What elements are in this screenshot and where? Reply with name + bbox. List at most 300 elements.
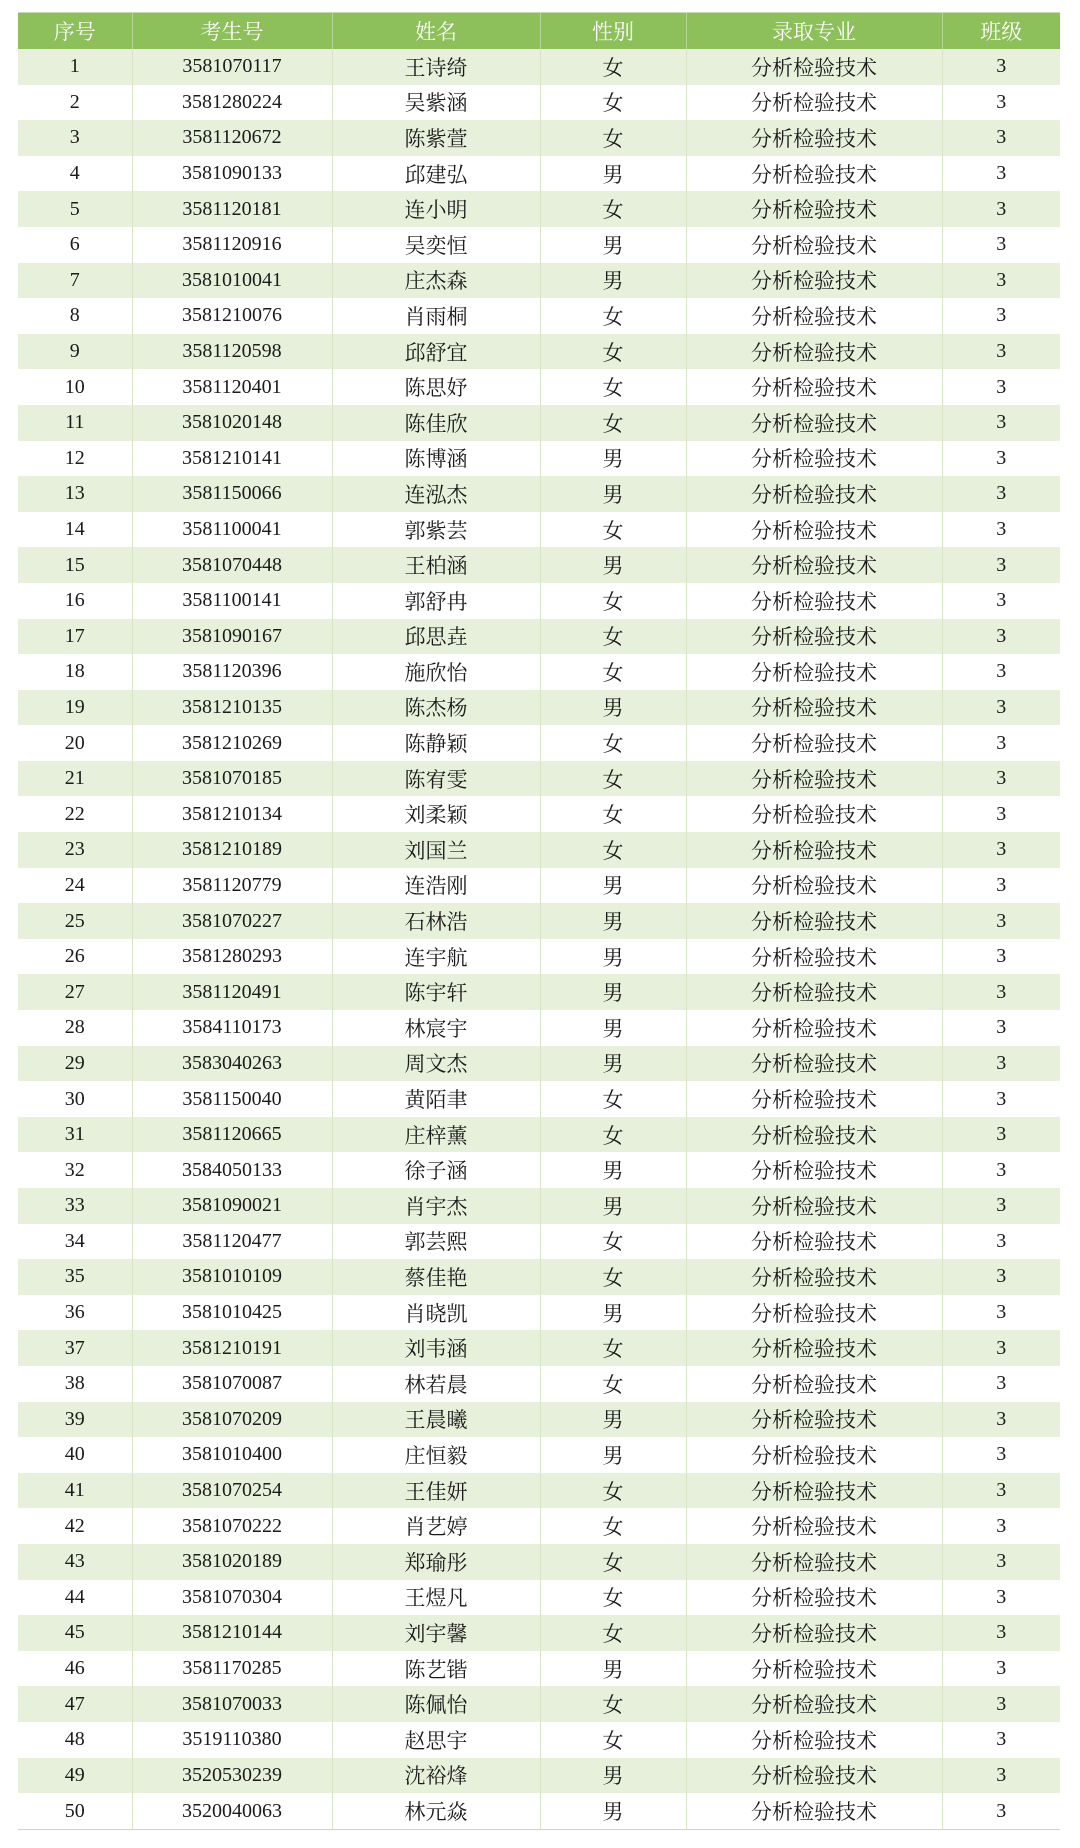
table-row xyxy=(18,1152,1060,1188)
cell-name: 郭舒冉 xyxy=(332,583,540,619)
cell-sequence-number: 10 xyxy=(18,369,132,405)
cell-major: 分析检验技术 xyxy=(686,441,942,477)
cell-sequence-number: 7 xyxy=(18,263,132,299)
cell-class: 3 xyxy=(996,1158,1007,1181)
admission-list-table xyxy=(18,13,1060,1829)
cell-name: 吴紫涵 xyxy=(332,85,540,121)
cell-name: 肖艺婷 xyxy=(332,1508,540,1544)
table-row xyxy=(18,903,1060,939)
cell-sequence-number: 31 xyxy=(18,1117,132,1153)
cell-gender: 女 xyxy=(540,1117,686,1153)
cell-gender: 女 xyxy=(540,1473,686,1509)
cell-gender: 女 xyxy=(540,1544,686,1580)
cell-gender: 男 xyxy=(540,1046,686,1082)
cell-major: 分析检验技术 xyxy=(686,191,942,227)
cell-class: 3 xyxy=(996,1407,1007,1430)
cell-gender: 女 xyxy=(540,49,686,85)
cell-candidate-id: 3581210076 xyxy=(132,298,332,334)
cell-sequence-number: 23 xyxy=(18,832,132,868)
cell-name: 沈裕烽 xyxy=(332,1758,540,1794)
cell-major: 分析检验技术 xyxy=(686,1188,942,1224)
cell-name: 王柏涵 xyxy=(332,547,540,583)
table-row xyxy=(18,1544,1060,1580)
cell-candidate-id: 3581120665 xyxy=(132,1117,332,1153)
cell-sequence-number: 49 xyxy=(18,1758,132,1794)
cell-candidate-id: 3581210135 xyxy=(132,690,332,726)
table-row xyxy=(18,85,1060,121)
cell-sequence-number: 35 xyxy=(18,1259,132,1295)
cell-class: 3 xyxy=(996,233,1007,256)
table-row xyxy=(18,120,1060,156)
cell-sequence-number: 42 xyxy=(18,1508,132,1544)
admission-list-table-container xyxy=(18,12,1060,1830)
cell-major: 分析检验技术 xyxy=(686,1437,942,1473)
cell-sequence-number: 13 xyxy=(18,476,132,512)
cell-candidate-id: 3584050133 xyxy=(132,1152,332,1188)
cell-candidate-id: 3581150066 xyxy=(132,476,332,512)
cell-gender: 女 xyxy=(540,369,686,405)
table-header xyxy=(18,13,1060,49)
cell-gender: 女 xyxy=(540,1722,686,1758)
cell-sequence-number: 45 xyxy=(18,1615,132,1651)
cell-major: 分析检验技术 xyxy=(686,1259,942,1295)
cell-sequence-number: 2 xyxy=(18,85,132,121)
cell-sequence-number: 38 xyxy=(18,1366,132,1402)
cell-sequence-number: 22 xyxy=(18,796,132,832)
cell-class: 3 xyxy=(996,90,1007,113)
cell-class: 3 xyxy=(996,802,1007,825)
table-row xyxy=(18,1615,1060,1651)
table-row xyxy=(18,1010,1060,1046)
cell-candidate-id: 3581070087 xyxy=(132,1366,332,1402)
table-row xyxy=(18,868,1060,904)
cell-sequence-number: 17 xyxy=(18,619,132,655)
header-candidate-id: 考生号 xyxy=(132,13,332,49)
cell-class: 3 xyxy=(996,1621,1007,1644)
table-row xyxy=(18,974,1060,1010)
cell-major: 分析检验技术 xyxy=(686,1081,942,1117)
cell-major: 分析检验技术 xyxy=(686,1224,942,1260)
cell-candidate-id: 3581010425 xyxy=(132,1295,332,1331)
cell-class: 3 xyxy=(996,1585,1007,1608)
table-row xyxy=(18,1437,1060,1473)
cell-sequence-number: 18 xyxy=(18,654,132,690)
cell-gender: 女 xyxy=(540,832,686,868)
cell-sequence-number: 11 xyxy=(18,405,132,441)
table-row xyxy=(18,1330,1060,1366)
cell-major: 分析检验技术 xyxy=(686,1152,942,1188)
cell-name: 蔡佳艳 xyxy=(332,1259,540,1295)
table-row xyxy=(18,1722,1060,1758)
cell-class: 3 xyxy=(996,446,1007,469)
cell-candidate-id: 3581070209 xyxy=(132,1402,332,1438)
cell-class: 3 xyxy=(996,767,1007,790)
cell-candidate-id: 3581070227 xyxy=(132,903,332,939)
cell-gender: 男 xyxy=(540,1152,686,1188)
cell-sequence-number: 9 xyxy=(18,334,132,370)
cell-gender: 女 xyxy=(540,1224,686,1260)
cell-major: 分析检验技术 xyxy=(686,796,942,832)
cell-major: 分析检验技术 xyxy=(686,974,942,1010)
cell-gender: 男 xyxy=(540,156,686,192)
table-row xyxy=(18,690,1060,726)
cell-gender: 女 xyxy=(540,725,686,761)
cell-sequence-number: 33 xyxy=(18,1188,132,1224)
cell-name: 陈艺锴 xyxy=(332,1651,540,1687)
cell-sequence-number: 3 xyxy=(18,120,132,156)
cell-major: 分析检验技术 xyxy=(686,263,942,299)
cell-class: 3 xyxy=(996,1265,1007,1288)
cell-gender: 女 xyxy=(540,1615,686,1651)
cell-gender: 男 xyxy=(540,1651,686,1687)
cell-class: 3 xyxy=(996,162,1007,185)
cell-name: 陈博涵 xyxy=(332,441,540,477)
cell-gender: 男 xyxy=(540,939,686,975)
cell-class: 3 xyxy=(996,1016,1007,1039)
cell-sequence-number: 1 xyxy=(18,49,132,85)
cell-major: 分析检验技术 xyxy=(686,1758,942,1794)
cell-major: 分析检验技术 xyxy=(686,583,942,619)
cell-major: 分析检验技术 xyxy=(686,298,942,334)
cell-name: 陈思妤 xyxy=(332,369,540,405)
cell-name: 刘国兰 xyxy=(332,832,540,868)
cell-major: 分析检验技术 xyxy=(686,1010,942,1046)
cell-class: 3 xyxy=(996,1301,1007,1324)
cell-candidate-id: 3581210191 xyxy=(132,1330,332,1366)
cell-name: 陈紫萱 xyxy=(332,120,540,156)
header-major: 录取专业 xyxy=(686,13,942,49)
cell-class: 3 xyxy=(996,1051,1007,1074)
cell-class: 3 xyxy=(996,197,1007,220)
cell-candidate-id: 3581070117 xyxy=(132,49,332,85)
cell-major: 分析检验技术 xyxy=(686,512,942,548)
cell-gender: 男 xyxy=(540,547,686,583)
cell-major: 分析检验技术 xyxy=(686,939,942,975)
cell-candidate-id: 3581120401 xyxy=(132,369,332,405)
table-row xyxy=(18,369,1060,405)
cell-gender: 男 xyxy=(540,1437,686,1473)
cell-candidate-id: 3581010109 xyxy=(132,1259,332,1295)
cell-name: 刘柔颖 xyxy=(332,796,540,832)
cell-name: 肖晓凯 xyxy=(332,1295,540,1331)
cell-candidate-id: 3581280224 xyxy=(132,85,332,121)
cell-class: 3 xyxy=(996,304,1007,327)
cell-sequence-number: 24 xyxy=(18,868,132,904)
cell-class: 3 xyxy=(996,1123,1007,1146)
table-row xyxy=(18,1259,1060,1295)
table-row xyxy=(18,1508,1060,1544)
cell-name: 石林浩 xyxy=(332,903,540,939)
table-row xyxy=(18,1651,1060,1687)
cell-gender: 男 xyxy=(540,1010,686,1046)
cell-name: 刘宇馨 xyxy=(332,1615,540,1651)
table-row xyxy=(18,227,1060,263)
cell-sequence-number: 47 xyxy=(18,1686,132,1722)
cell-gender: 男 xyxy=(540,903,686,939)
cell-name: 林元焱 xyxy=(332,1793,540,1829)
header-gender: 性别 xyxy=(540,13,686,49)
cell-class: 3 xyxy=(996,1550,1007,1573)
cell-candidate-id: 3583040263 xyxy=(132,1046,332,1082)
cell-sequence-number: 8 xyxy=(18,298,132,334)
cell-major: 分析检验技术 xyxy=(686,85,942,121)
table-row xyxy=(18,49,1060,85)
cell-class: 3 xyxy=(996,945,1007,968)
header-class: 班级 xyxy=(942,13,1060,49)
cell-name: 刘韦涵 xyxy=(332,1330,540,1366)
cell-gender: 男 xyxy=(540,974,686,1010)
cell-sequence-number: 30 xyxy=(18,1081,132,1117)
cell-sequence-number: 16 xyxy=(18,583,132,619)
cell-major: 分析检验技术 xyxy=(686,868,942,904)
cell-candidate-id: 3581120181 xyxy=(132,191,332,227)
cell-gender: 女 xyxy=(540,1081,686,1117)
cell-candidate-id: 3581020148 xyxy=(132,405,332,441)
table-body xyxy=(18,49,1060,1829)
cell-candidate-id: 3581090133 xyxy=(132,156,332,192)
cell-major: 分析检验技术 xyxy=(686,619,942,655)
cell-major: 分析检验技术 xyxy=(686,654,942,690)
table-row xyxy=(18,476,1060,512)
table-row xyxy=(18,939,1060,975)
cell-sequence-number: 44 xyxy=(18,1580,132,1616)
cell-name: 黄陌聿 xyxy=(332,1081,540,1117)
cell-class: 3 xyxy=(996,1443,1007,1466)
cell-class: 3 xyxy=(996,1479,1007,1502)
cell-major: 分析检验技术 xyxy=(686,1722,942,1758)
cell-major: 分析检验技术 xyxy=(686,1117,942,1153)
cell-major: 分析检验技术 xyxy=(686,1473,942,1509)
table-row xyxy=(18,1793,1060,1829)
cell-candidate-id: 3581100141 xyxy=(132,583,332,619)
cell-gender: 女 xyxy=(540,583,686,619)
cell-candidate-id: 3581070304 xyxy=(132,1580,332,1616)
cell-gender: 女 xyxy=(540,120,686,156)
table-row xyxy=(18,832,1060,868)
table-row xyxy=(18,405,1060,441)
cell-sequence-number: 15 xyxy=(18,547,132,583)
cell-class: 3 xyxy=(996,340,1007,363)
cell-class: 3 xyxy=(996,838,1007,861)
table-row xyxy=(18,1686,1060,1722)
cell-sequence-number: 27 xyxy=(18,974,132,1010)
cell-class: 3 xyxy=(996,1372,1007,1395)
cell-major: 分析检验技术 xyxy=(686,1793,942,1829)
cell-class: 3 xyxy=(996,518,1007,541)
cell-gender: 女 xyxy=(540,761,686,797)
cell-name: 林宸宇 xyxy=(332,1010,540,1046)
cell-class: 3 xyxy=(996,1336,1007,1359)
cell-name: 连小明 xyxy=(332,191,540,227)
cell-name: 庄恒毅 xyxy=(332,1437,540,1473)
cell-name: 庄梓薰 xyxy=(332,1117,540,1153)
cell-major: 分析检验技术 xyxy=(686,405,942,441)
cell-name: 王煜凡 xyxy=(332,1580,540,1616)
cell-gender: 男 xyxy=(540,227,686,263)
cell-candidate-id: 3581120672 xyxy=(132,120,332,156)
cell-candidate-id: 3581210189 xyxy=(132,832,332,868)
cell-class: 3 xyxy=(996,1514,1007,1537)
header-row xyxy=(18,13,1060,49)
cell-candidate-id: 3581070254 xyxy=(132,1473,332,1509)
cell-major: 分析检验技术 xyxy=(686,1295,942,1331)
table-row xyxy=(18,1081,1060,1117)
cell-major: 分析检验技术 xyxy=(686,1580,942,1616)
table-row xyxy=(18,1402,1060,1438)
cell-candidate-id: 3581020189 xyxy=(132,1544,332,1580)
cell-candidate-id: 3581070222 xyxy=(132,1508,332,1544)
cell-gender: 女 xyxy=(540,85,686,121)
cell-sequence-number: 28 xyxy=(18,1010,132,1046)
header-name: 姓名 xyxy=(332,13,540,49)
table-row xyxy=(18,1473,1060,1509)
cell-candidate-id: 3581170285 xyxy=(132,1651,332,1687)
header-sequence-number: 序号 xyxy=(18,13,132,49)
cell-class: 3 xyxy=(996,126,1007,149)
cell-gender: 女 xyxy=(540,1330,686,1366)
cell-class: 3 xyxy=(996,624,1007,647)
cell-class: 3 xyxy=(996,411,1007,434)
cell-sequence-number: 20 xyxy=(18,725,132,761)
cell-candidate-id: 3581010041 xyxy=(132,263,332,299)
cell-name: 王晨曦 xyxy=(332,1402,540,1438)
table-row xyxy=(18,1188,1060,1224)
cell-gender: 女 xyxy=(540,512,686,548)
cell-sequence-number: 36 xyxy=(18,1295,132,1331)
cell-class: 3 xyxy=(996,909,1007,932)
table-row xyxy=(18,1117,1060,1153)
cell-gender: 女 xyxy=(540,796,686,832)
cell-major: 分析检验技术 xyxy=(686,1366,942,1402)
cell-gender: 女 xyxy=(540,334,686,370)
cell-major: 分析检验技术 xyxy=(686,334,942,370)
cell-class: 3 xyxy=(996,660,1007,683)
table-row xyxy=(18,263,1060,299)
table-row xyxy=(18,796,1060,832)
cell-sequence-number: 50 xyxy=(18,1793,132,1829)
cell-sequence-number: 40 xyxy=(18,1437,132,1473)
cell-gender: 男 xyxy=(540,1295,686,1331)
cell-sequence-number: 6 xyxy=(18,227,132,263)
cell-sequence-number: 39 xyxy=(18,1402,132,1438)
cell-gender: 女 xyxy=(540,1366,686,1402)
cell-candidate-id: 3581120598 xyxy=(132,334,332,370)
cell-class: 3 xyxy=(996,1692,1007,1715)
cell-class: 3 xyxy=(996,1087,1007,1110)
cell-candidate-id: 3581280293 xyxy=(132,939,332,975)
cell-name: 庄杰森 xyxy=(332,263,540,299)
cell-candidate-id: 3581210269 xyxy=(132,725,332,761)
cell-name: 邱思垚 xyxy=(332,619,540,655)
cell-candidate-id: 3520040063 xyxy=(132,1793,332,1829)
cell-name: 陈静颖 xyxy=(332,725,540,761)
cell-candidate-id: 3581090021 xyxy=(132,1188,332,1224)
cell-sequence-number: 4 xyxy=(18,156,132,192)
table-row xyxy=(18,441,1060,477)
cell-major: 分析检验技术 xyxy=(686,227,942,263)
table-row xyxy=(18,761,1060,797)
cell-candidate-id: 3581120491 xyxy=(132,974,332,1010)
cell-sequence-number: 32 xyxy=(18,1152,132,1188)
cell-sequence-number: 48 xyxy=(18,1722,132,1758)
cell-candidate-id: 3581010400 xyxy=(132,1437,332,1473)
cell-class: 3 xyxy=(996,1799,1007,1822)
cell-sequence-number: 41 xyxy=(18,1473,132,1509)
cell-gender: 男 xyxy=(540,868,686,904)
table-row xyxy=(18,547,1060,583)
cell-sequence-number: 12 xyxy=(18,441,132,477)
cell-sequence-number: 26 xyxy=(18,939,132,975)
cell-class: 3 xyxy=(996,1229,1007,1252)
cell-gender: 女 xyxy=(540,619,686,655)
cell-gender: 女 xyxy=(540,1686,686,1722)
cell-sequence-number: 37 xyxy=(18,1330,132,1366)
cell-gender: 女 xyxy=(540,1259,686,1295)
cell-gender: 男 xyxy=(540,1793,686,1829)
cell-major: 分析检验技术 xyxy=(686,761,942,797)
cell-class: 3 xyxy=(996,731,1007,754)
cell-candidate-id: 3584110173 xyxy=(132,1010,332,1046)
cell-class: 3 xyxy=(996,695,1007,718)
cell-major: 分析检验技术 xyxy=(686,369,942,405)
cell-candidate-id: 3519110380 xyxy=(132,1722,332,1758)
cell-major: 分析检验技术 xyxy=(686,156,942,192)
cell-name: 肖宇杰 xyxy=(332,1188,540,1224)
cell-candidate-id: 3581070185 xyxy=(132,761,332,797)
cell-name: 吴奕恒 xyxy=(332,227,540,263)
cell-candidate-id: 3581070448 xyxy=(132,547,332,583)
table-row xyxy=(18,298,1060,334)
cell-major: 分析检验技术 xyxy=(686,1544,942,1580)
cell-major: 分析检验技术 xyxy=(686,1330,942,1366)
cell-name: 陈佳欣 xyxy=(332,405,540,441)
cell-major: 分析检验技术 xyxy=(686,49,942,85)
cell-candidate-id: 3581070033 xyxy=(132,1686,332,1722)
table-row xyxy=(18,334,1060,370)
table-row xyxy=(18,619,1060,655)
cell-name: 陈宇轩 xyxy=(332,974,540,1010)
cell-major: 分析检验技术 xyxy=(686,903,942,939)
cell-name: 王诗绮 xyxy=(332,49,540,85)
cell-major: 分析检验技术 xyxy=(686,1508,942,1544)
cell-name: 连宇航 xyxy=(332,939,540,975)
cell-candidate-id: 3581210144 xyxy=(132,1615,332,1651)
cell-name: 王佳妍 xyxy=(332,1473,540,1509)
cell-class: 3 xyxy=(996,55,1007,78)
cell-sequence-number: 43 xyxy=(18,1544,132,1580)
cell-name: 施欣怡 xyxy=(332,654,540,690)
cell-major: 分析检验技术 xyxy=(686,120,942,156)
cell-candidate-id: 3581120477 xyxy=(132,1224,332,1260)
table-row xyxy=(18,1295,1060,1331)
cell-candidate-id: 3581210134 xyxy=(132,796,332,832)
cell-major: 分析检验技术 xyxy=(686,725,942,761)
cell-candidate-id: 3581090167 xyxy=(132,619,332,655)
cell-major: 分析检验技术 xyxy=(686,1615,942,1651)
cell-sequence-number: 29 xyxy=(18,1046,132,1082)
cell-name: 周文杰 xyxy=(332,1046,540,1082)
cell-name: 徐子涵 xyxy=(332,1152,540,1188)
cell-class: 3 xyxy=(996,1194,1007,1217)
cell-name: 陈杰杨 xyxy=(332,690,540,726)
cell-name: 赵思宇 xyxy=(332,1722,540,1758)
cell-major: 分析检验技术 xyxy=(686,1402,942,1438)
table-row xyxy=(18,654,1060,690)
cell-class: 3 xyxy=(996,589,1007,612)
table-row xyxy=(18,1224,1060,1260)
cell-name: 陈佩怡 xyxy=(332,1686,540,1722)
cell-sequence-number: 21 xyxy=(18,761,132,797)
